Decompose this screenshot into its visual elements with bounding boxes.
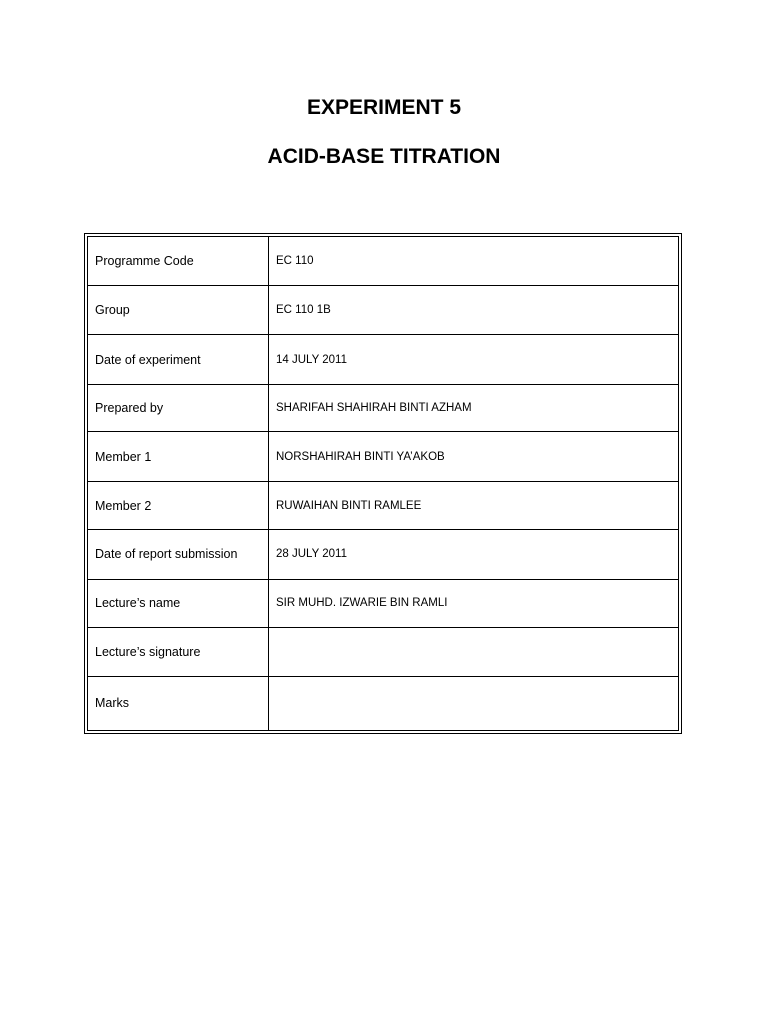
- row-value: SHARIFAH SHAHIRAH BINTI AZHAM: [269, 385, 679, 432]
- table-row-lecturers-name: [88, 579, 679, 627]
- row-value: SIR MUHD. IZWARIE BIN RAMLI: [269, 579, 679, 627]
- row-label: Group: [88, 286, 269, 335]
- table-row-programme-code: [88, 237, 679, 286]
- table-row-marks: [88, 676, 679, 730]
- cover-info-table: [87, 236, 679, 731]
- document-title: EXPERIMENT 5: [306, 96, 462, 119]
- row-value: EC 110: [269, 237, 679, 286]
- row-value: 14 JULY 2011: [269, 335, 679, 385]
- row-label: Date of report submission: [88, 529, 269, 579]
- row-label: Programme Code: [88, 237, 269, 286]
- document-subtitle: ACID-BASE TITRATION: [267, 145, 501, 168]
- row-value: EC 110 1B: [269, 286, 679, 335]
- table-row-member-1: [88, 432, 679, 482]
- marks-cell: [269, 676, 679, 730]
- table-row-member-2: [88, 482, 679, 529]
- row-label: Date of experiment: [88, 335, 269, 385]
- table-row-date-of-report-submission: [88, 529, 679, 579]
- row-label: Prepared by: [88, 385, 269, 432]
- row-label: Marks: [88, 676, 269, 730]
- row-value: RUWAIHAN BINTI RAMLEE: [269, 482, 679, 529]
- row-value: 28 JULY 2011: [269, 529, 679, 579]
- signature-cell: [269, 627, 679, 676]
- row-label: Lecture’s signature: [88, 627, 269, 676]
- row-label: Member 2: [88, 482, 269, 529]
- row-label: Member 1: [88, 432, 269, 482]
- row-label: Lecture’s name: [88, 579, 269, 627]
- table-row-date-of-experiment: [88, 335, 679, 385]
- cover-table-frame: [84, 233, 682, 734]
- table-row-group: [88, 286, 679, 335]
- table-row-prepared-by: [88, 385, 679, 432]
- table-row-lecturers-signature: [88, 627, 679, 676]
- row-value: NORSHAHIRAH BINTI YA’AKOB: [269, 432, 679, 482]
